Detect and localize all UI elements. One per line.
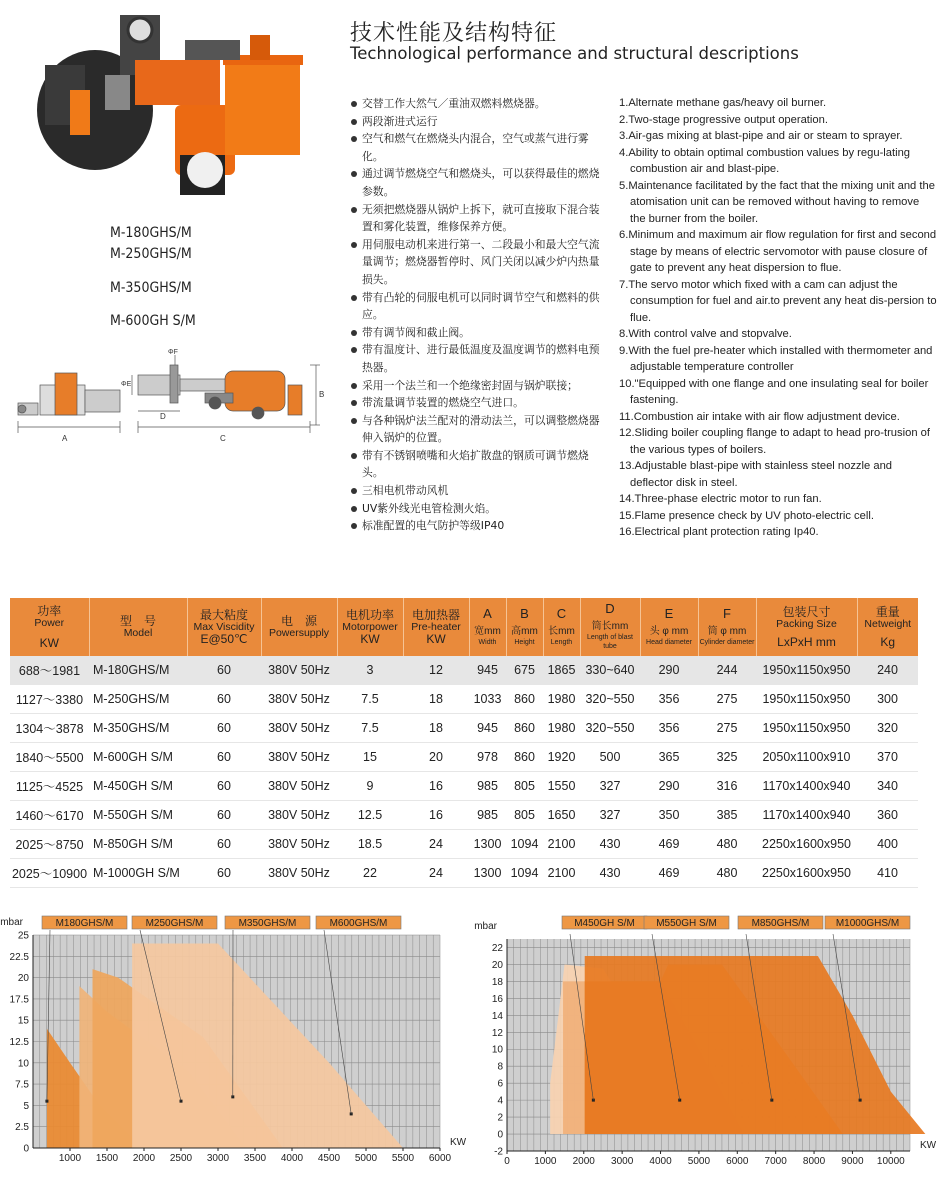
table-cell: 1127～3380	[10, 685, 89, 714]
table-cell: 2100	[543, 830, 580, 859]
legend-label: M600GHS/M	[329, 918, 388, 929]
y-tick-label: 12.5	[9, 1037, 29, 1048]
table-cell: 469	[640, 859, 698, 888]
x-tick-label: 2000	[572, 1156, 595, 1167]
feature-en-item: 14.Three-phase electric motor to run fan.	[619, 493, 822, 505]
table-cell: 60	[187, 685, 261, 714]
table-row	[10, 714, 918, 743]
table-cell: 469	[640, 830, 698, 859]
table-cell: 1094	[506, 830, 543, 859]
table-row	[10, 859, 918, 888]
table-cell: 24	[403, 859, 469, 888]
table-cell: 675	[506, 656, 543, 685]
table-cell: 316	[698, 772, 756, 801]
x-tick-label: 3500	[243, 1153, 267, 1164]
feature-cn-item: 三相电机带动风机	[350, 482, 600, 500]
feature-en-item: 11.Combustion air intake with air flow adjustment device.	[619, 410, 900, 423]
y-tick-label: 0	[23, 1143, 29, 1155]
feature-en-item: 3.Air-gas mixing at blast-pipe and air or steam to sprayer.	[619, 130, 903, 142]
table-cell: 1950x1150x950	[756, 685, 857, 714]
feature-en-item: 5.Maintenance facilitated by the fact that the mixing unit and the atomisation unit can be removed without having to remove the burner from the boiler.	[619, 179, 935, 225]
table-cell: 7.5	[337, 685, 403, 714]
legend-label: M850GHS/M	[751, 918, 810, 929]
table-row	[10, 685, 918, 714]
col-motor: 电机功率 Motorpower KW	[337, 598, 403, 656]
x-tick-label: 4000	[280, 1153, 304, 1164]
chart-right	[470, 905, 945, 1175]
y-axis-label: mbar	[0, 917, 23, 928]
table-cell: 380V 50Hz	[261, 656, 337, 685]
feature-en-item: 1.Alternate methane gas/heavy oil burner.	[619, 97, 827, 109]
table-cell: 1304～3878	[10, 714, 89, 743]
table-cell: 20	[403, 743, 469, 772]
table-cell: 1980	[543, 714, 580, 743]
y-tick-label: 5	[23, 1100, 29, 1112]
table-cell: 480	[698, 830, 756, 859]
table-row	[10, 772, 918, 801]
table-cell: 2050x1100x910	[756, 743, 857, 772]
feature-cn-item: 两段渐进式运行	[350, 113, 600, 131]
y-tick-label: 7.5	[15, 1079, 29, 1091]
table-cell: 805	[506, 801, 543, 830]
y-tick-label: 2	[497, 1112, 503, 1124]
table-cell: 985	[469, 801, 506, 830]
table-cell: 1170x1400x940	[756, 801, 857, 830]
table-cell: 2250x1600x950	[756, 830, 857, 859]
table-cell: 1950x1150x950	[756, 656, 857, 685]
model-label: M-250GHS/M	[110, 246, 192, 262]
col-a: A 宽mm Width	[469, 598, 506, 656]
table-cell: 356	[640, 714, 698, 743]
table-cell: 380V 50Hz	[261, 859, 337, 888]
x-tick-label: 10000	[876, 1156, 905, 1167]
col-model: 型 号 Model	[89, 598, 187, 656]
table-cell: 380V 50Hz	[261, 743, 337, 772]
y-tick-label: 6	[497, 1078, 503, 1090]
table-cell: 945	[469, 656, 506, 685]
dim-a-label: A	[62, 434, 68, 443]
table-cell: 380V 50Hz	[261, 830, 337, 859]
table-cell: 320~550	[580, 685, 640, 714]
table-cell: 380V 50Hz	[261, 714, 337, 743]
x-tick-label: 4500	[317, 1153, 341, 1164]
table-cell: 60	[187, 830, 261, 859]
table-cell: 860	[506, 743, 543, 772]
chart-left	[0, 905, 467, 1175]
y-tick-label: 0	[497, 1129, 503, 1141]
feature-en-item: 2.Two-stage progressive output operation.	[619, 113, 828, 126]
table-cell: 985	[469, 772, 506, 801]
table-cell: 60	[187, 859, 261, 888]
table-cell: 1094	[506, 859, 543, 888]
table-cell: 380V 50Hz	[261, 685, 337, 714]
feature-en-item: 8.With control valve and stopvalve.	[619, 328, 792, 340]
page-title-en: Technological performance and structural descriptions	[350, 44, 799, 63]
table-cell: 16	[403, 772, 469, 801]
col-weight: 重量 Netweight Kg	[857, 598, 918, 656]
table-cell: 688～1981	[10, 656, 89, 685]
col-heater: 电加热器 Pre-heater KW	[403, 598, 469, 656]
side-view-large	[132, 355, 320, 433]
x-tick-label: 0	[504, 1156, 510, 1167]
y-tick-label: 15	[17, 1015, 29, 1027]
x-tick-label: 8000	[802, 1156, 826, 1167]
y-tick-label: 20	[491, 959, 503, 971]
legend-label: M550GH S/M	[656, 918, 717, 929]
y-tick-label: 25	[17, 930, 29, 942]
table-cell: M-550GH S/M	[89, 801, 187, 830]
col-viscidity: 最大粘度 Max Viscidity E@50℃	[187, 598, 261, 656]
table-cell: 240	[857, 656, 918, 685]
y-tick-label: 20	[17, 973, 29, 985]
table-cell: 430	[580, 830, 640, 859]
table-cell: 1125～4525	[10, 772, 89, 801]
table-cell: 16	[403, 801, 469, 830]
dim-c-label: C	[220, 434, 226, 443]
table-cell: M-850GH S/M	[89, 830, 187, 859]
table-cell: M-250GHS/M	[89, 685, 187, 714]
legend-label: M250GHS/M	[145, 918, 204, 929]
table-cell: 327	[580, 801, 640, 830]
table-cell: 2025～8750	[10, 830, 89, 859]
feature-en-item: 9.With the fuel pre-heater which installed with thermometer and adjustable temperature controller	[619, 344, 933, 373]
table-cell: 300	[857, 685, 918, 714]
table-cell: 330~640	[580, 656, 640, 685]
table-cell: 18.5	[337, 830, 403, 859]
feature-cn-item: UV紫外线光电管检测火焰。	[350, 500, 600, 518]
table-cell: 380V 50Hz	[261, 772, 337, 801]
table-cell: 805	[506, 772, 543, 801]
y-tick-label: 14	[491, 1010, 503, 1022]
table-cell: 2025～10900	[10, 859, 89, 888]
x-axis-label: KW	[450, 1137, 467, 1148]
side-view-small	[18, 373, 120, 433]
y-tick-label: 4	[497, 1095, 503, 1107]
table-cell: 60	[187, 743, 261, 772]
table-cell: 340	[857, 772, 918, 801]
table-cell: 12	[403, 656, 469, 685]
x-tick-label: 6000	[428, 1153, 452, 1164]
y-tick-label: 10	[17, 1058, 29, 1070]
feature-en-item: 12.Sliding boiler coupling flange to adapt to head pro-trusion of the various types of boilers.	[619, 427, 930, 456]
feature-cn-item: 带有调节阀和截止阀。	[350, 324, 600, 342]
table-cell: 360	[857, 801, 918, 830]
x-tick-label: 6000	[726, 1156, 749, 1167]
table-cell: 15	[337, 743, 403, 772]
y-axis-label: mbar	[474, 921, 497, 932]
table-cell: 60	[187, 714, 261, 743]
features-en-list	[619, 95, 937, 541]
feature-en-item: 4.Ability to obtain optimal combustion values by regu-lating combustion air and blast-pipe.	[619, 146, 911, 175]
table-cell: 275	[698, 685, 756, 714]
table-cell: 370	[857, 743, 918, 772]
table-cell: 1033	[469, 685, 506, 714]
table-cell: 60	[187, 656, 261, 685]
x-tick-label: 1500	[95, 1153, 119, 1164]
table-cell: 60	[187, 801, 261, 830]
table-cell: 320~550	[580, 714, 640, 743]
feature-en-item: 16.Electrical plant protection rating Ip40.	[619, 526, 819, 538]
table-cell: 1550	[543, 772, 580, 801]
feature-cn-item: 用伺服电动机来进行第一、二段最小和最大空气流量调节；燃烧器暂停时、风门关闭以减少炉内热量损失。	[350, 236, 600, 289]
feature-cn-item: 通过调节燃烧空气和燃烧头，可以获得最佳的燃烧参数。	[350, 165, 600, 200]
x-tick-label: 3000	[206, 1153, 230, 1164]
table-cell: 480	[698, 859, 756, 888]
legend-label: M450GH S/M	[574, 918, 635, 929]
model-label: M-180GHS/M	[110, 225, 192, 241]
legend-label: M180GHS/M	[55, 918, 114, 929]
y-tick-label: -2	[494, 1146, 503, 1158]
table-cell: 1980	[543, 685, 580, 714]
table-cell: 1950x1150x950	[756, 714, 857, 743]
table-cell: 860	[506, 685, 543, 714]
dim-e-label: ΦE	[121, 381, 132, 388]
feature-cn-item: 交替工作大然气／重油双燃料燃烧器。	[350, 95, 600, 113]
feature-cn-item: 带流量调节装置的燃烧空气进口。	[350, 394, 600, 412]
table-cell: 1300	[469, 859, 506, 888]
dim-d-label: D	[160, 412, 166, 421]
table-cell: 12.5	[337, 801, 403, 830]
y-tick-label: 8	[497, 1061, 503, 1073]
y-tick-label: 22	[491, 942, 503, 954]
table-cell: 500	[580, 743, 640, 772]
x-tick-label: 5000	[354, 1153, 378, 1164]
table-cell: 385	[698, 801, 756, 830]
dim-f-label: ΦF	[168, 349, 178, 356]
table-row	[10, 830, 918, 859]
feature-cn-item: 带有温度计、进行最低温度及温度调节的燃料电预热器。	[350, 341, 600, 376]
table-cell: 244	[698, 656, 756, 685]
feature-cn-item: 空气和燃气在燃烧头内混合，空气或蒸气进行雾化。	[350, 130, 600, 165]
table-cell: M-600GH S/M	[89, 743, 187, 772]
legend-label: M350GHS/M	[238, 918, 297, 929]
table-cell: 290	[640, 772, 698, 801]
feature-en-item: 10."Equipped with one flange and one insulating seal for boiler fastening.	[619, 377, 929, 406]
table-row	[10, 743, 918, 772]
table-cell: M-1000GH S/M	[89, 859, 187, 888]
col-power: 功率 Power KW	[10, 598, 89, 656]
feature-en-item: 6.Minimum and maximum air flow regulation for first and second stage by means of electric servomotor with pause closure of gate to prevent any heat dispersion to flue.	[619, 229, 937, 274]
feature-cn-item: 带有凸轮的伺服电机可以同时调节空气和燃料的供应。	[350, 289, 600, 324]
table-cell: 1865	[543, 656, 580, 685]
col-packing: 包装尺寸 Packing Size LxPxH mm	[756, 598, 857, 656]
col-supply: 电 源 Powersupply	[261, 598, 337, 656]
feature-en-item: 7.The servo motor which fixed with a cam can adjust the consumption for fuel and air.to prevent any heat dis-persion to flue.	[619, 278, 937, 324]
x-tick-label: 5500	[391, 1153, 415, 1164]
legend-label: M1000GHS/M	[835, 918, 900, 929]
features-cn-list	[350, 95, 600, 535]
feature-cn-item: 标准配置的电气防护等级IP40	[350, 517, 600, 535]
table-cell: 22	[337, 859, 403, 888]
page-title-cn: 技术性能及结构特征	[350, 21, 558, 46]
table-cell: M-180GHS/M	[89, 656, 187, 685]
spec-table	[10, 598, 918, 888]
x-tick-label: 3000	[611, 1156, 634, 1167]
feature-en-item: 13.Adjustable blast-pipe with stainless steel nozzle and deflector disk in steel.	[619, 460, 893, 489]
table-cell: 356	[640, 685, 698, 714]
y-tick-label: 10	[491, 1044, 503, 1056]
x-tick-label: 1000	[534, 1156, 557, 1167]
feature-cn-item: 无须把燃烧器从锅炉上拆下，就可直接取下混合装置和雾化装置，维修保养方便。	[350, 201, 600, 236]
x-axis-label: KW	[920, 1140, 937, 1151]
table-cell: 1920	[543, 743, 580, 772]
table-cell: 24	[403, 830, 469, 859]
y-tick-label: 17.5	[9, 994, 29, 1006]
y-tick-label: 18	[491, 976, 503, 988]
col-d: D 筒长mm Length of blast tube	[580, 598, 640, 656]
col-b: B 高mm Height	[506, 598, 543, 656]
x-tick-label: 9000	[841, 1156, 864, 1167]
x-tick-label: 1000	[58, 1153, 82, 1164]
table-row	[10, 801, 918, 830]
col-e: E 头 φ mm Head diameter	[640, 598, 698, 656]
y-tick-label: 22.5	[9, 951, 29, 963]
table-row	[10, 656, 918, 685]
table-cell: 860	[506, 714, 543, 743]
table-cell: 945	[469, 714, 506, 743]
table-cell: 320	[857, 714, 918, 743]
table-cell: 1170x1400x940	[756, 772, 857, 801]
table-cell: 1840～5500	[10, 743, 89, 772]
y-tick-label: 12	[491, 1027, 503, 1039]
table-cell: M-450GH S/M	[89, 772, 187, 801]
table-cell: 9	[337, 772, 403, 801]
table-cell: 1460～6170	[10, 801, 89, 830]
col-f: F 筒 φ mm Cylinder diameter	[698, 598, 756, 656]
table-cell: 60	[187, 772, 261, 801]
dim-b-label: B	[319, 390, 325, 399]
dimension-diagram	[10, 345, 330, 445]
table-cell: 978	[469, 743, 506, 772]
burner-photo	[25, 5, 325, 205]
table-cell: 365	[640, 743, 698, 772]
x-tick-label: 2500	[169, 1153, 193, 1164]
feature-cn-item: 与各种锅炉法兰配对的滑动法兰，可以调整燃烧器伸入锅炉的位置。	[350, 412, 600, 447]
table-header-row	[10, 598, 918, 656]
model-label: M-350GHS/M	[110, 280, 192, 296]
feature-cn-item: 带有不锈钢喷嘴和火焰扩散盘的钢质可调节燃烧头。	[350, 447, 600, 482]
table-cell: 350	[640, 801, 698, 830]
table-cell: 410	[857, 859, 918, 888]
table-cell: 400	[857, 830, 918, 859]
col-c: C 长mm Length	[543, 598, 580, 656]
x-tick-label: 5000	[687, 1156, 711, 1167]
table-cell: 290	[640, 656, 698, 685]
feature-cn-item: 采用一个法兰和一个绝缘密封固与锅炉联接；	[350, 377, 600, 395]
y-tick-label: 2.5	[15, 1122, 29, 1134]
y-tick-label: 16	[491, 993, 503, 1005]
feature-en-item: 15.Flame presence check by UV photo-electric cell.	[619, 509, 874, 522]
x-tick-label: 2000	[132, 1153, 156, 1164]
table-cell: 1300	[469, 830, 506, 859]
table-cell: 275	[698, 714, 756, 743]
table-cell: M-350GHS/M	[89, 714, 187, 743]
table-cell: 430	[580, 859, 640, 888]
x-tick-label: 7000	[764, 1156, 787, 1167]
table-cell: 2100	[543, 859, 580, 888]
table-cell: 3	[337, 656, 403, 685]
table-cell: 325	[698, 743, 756, 772]
table-cell: 1650	[543, 801, 580, 830]
table-cell: 18	[403, 685, 469, 714]
x-tick-label: 4000	[649, 1156, 672, 1167]
table-cell: 7.5	[337, 714, 403, 743]
model-label: M-600GH S/M	[110, 313, 196, 329]
table-cell: 380V 50Hz	[261, 801, 337, 830]
table-cell: 2250x1600x950	[756, 859, 857, 888]
table-cell: 327	[580, 772, 640, 801]
table-cell: 18	[403, 714, 469, 743]
